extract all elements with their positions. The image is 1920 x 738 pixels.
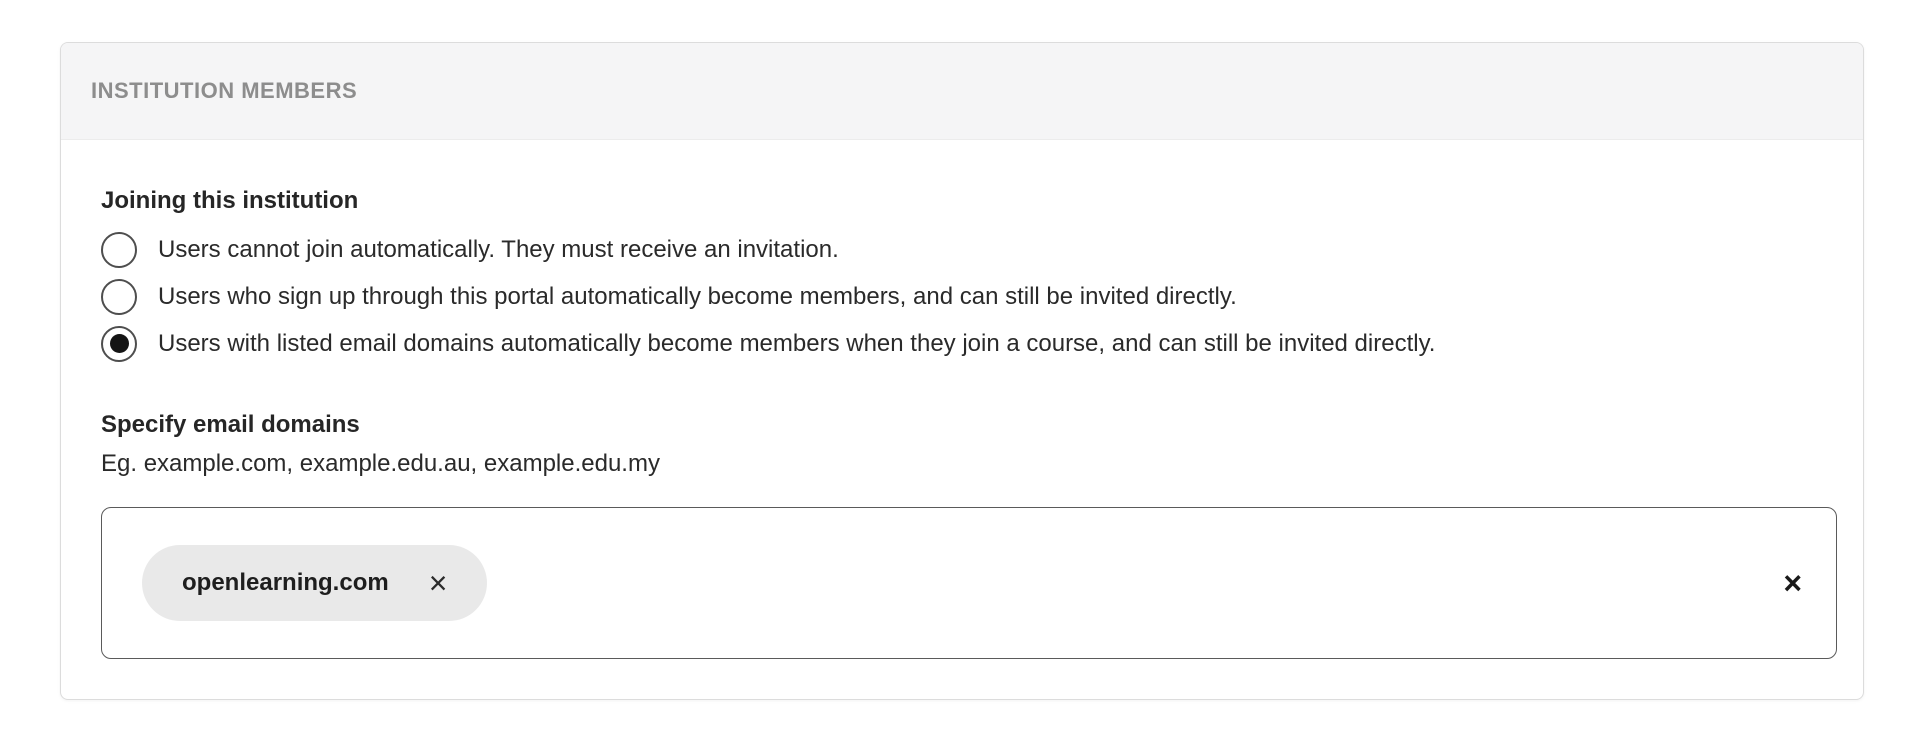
domain-tag xyxy=(142,545,487,621)
domains-heading: Specify email domains xyxy=(101,411,360,438)
radio-option-label: Users cannot join automatically. They must receive an invitation. xyxy=(158,235,839,263)
clear-all-button[interactable] xyxy=(1779,567,1806,599)
remove-tag-button[interactable] xyxy=(429,567,448,599)
close-icon: × xyxy=(1783,565,1802,601)
institution-members-card xyxy=(60,42,1864,700)
domain-tag-label: openlearning.com xyxy=(182,569,389,596)
joining-heading: Joining this institution xyxy=(101,187,359,214)
radio-icon[interactable] xyxy=(101,326,137,362)
domains-hint: Eg. example.com, example.edu.au, example.edu.my xyxy=(101,450,660,477)
section-title: INSTITUTION MEMBERS xyxy=(91,78,358,103)
domain-text-input[interactable] xyxy=(487,553,1779,613)
radio-icon[interactable] xyxy=(101,279,137,315)
radio-icon[interactable] xyxy=(101,232,137,268)
radio-option-email-domains[interactable] xyxy=(101,320,1833,367)
section-body xyxy=(61,140,1863,699)
section-header xyxy=(61,43,1863,140)
radio-option-label: Users with listed email domains automatically become members when they join a course, and can still be invited directly. xyxy=(158,329,1436,357)
joining-radio-group xyxy=(101,226,1833,367)
close-icon: × xyxy=(428,565,448,601)
radio-option-label: Users who sign up through this portal automatically become members, and can still be invited directly. xyxy=(158,282,1237,310)
radio-option-portal-signup[interactable] xyxy=(101,273,1833,320)
radio-option-invite-only[interactable] xyxy=(101,226,1833,273)
email-domains-input[interactable] xyxy=(101,507,1837,659)
